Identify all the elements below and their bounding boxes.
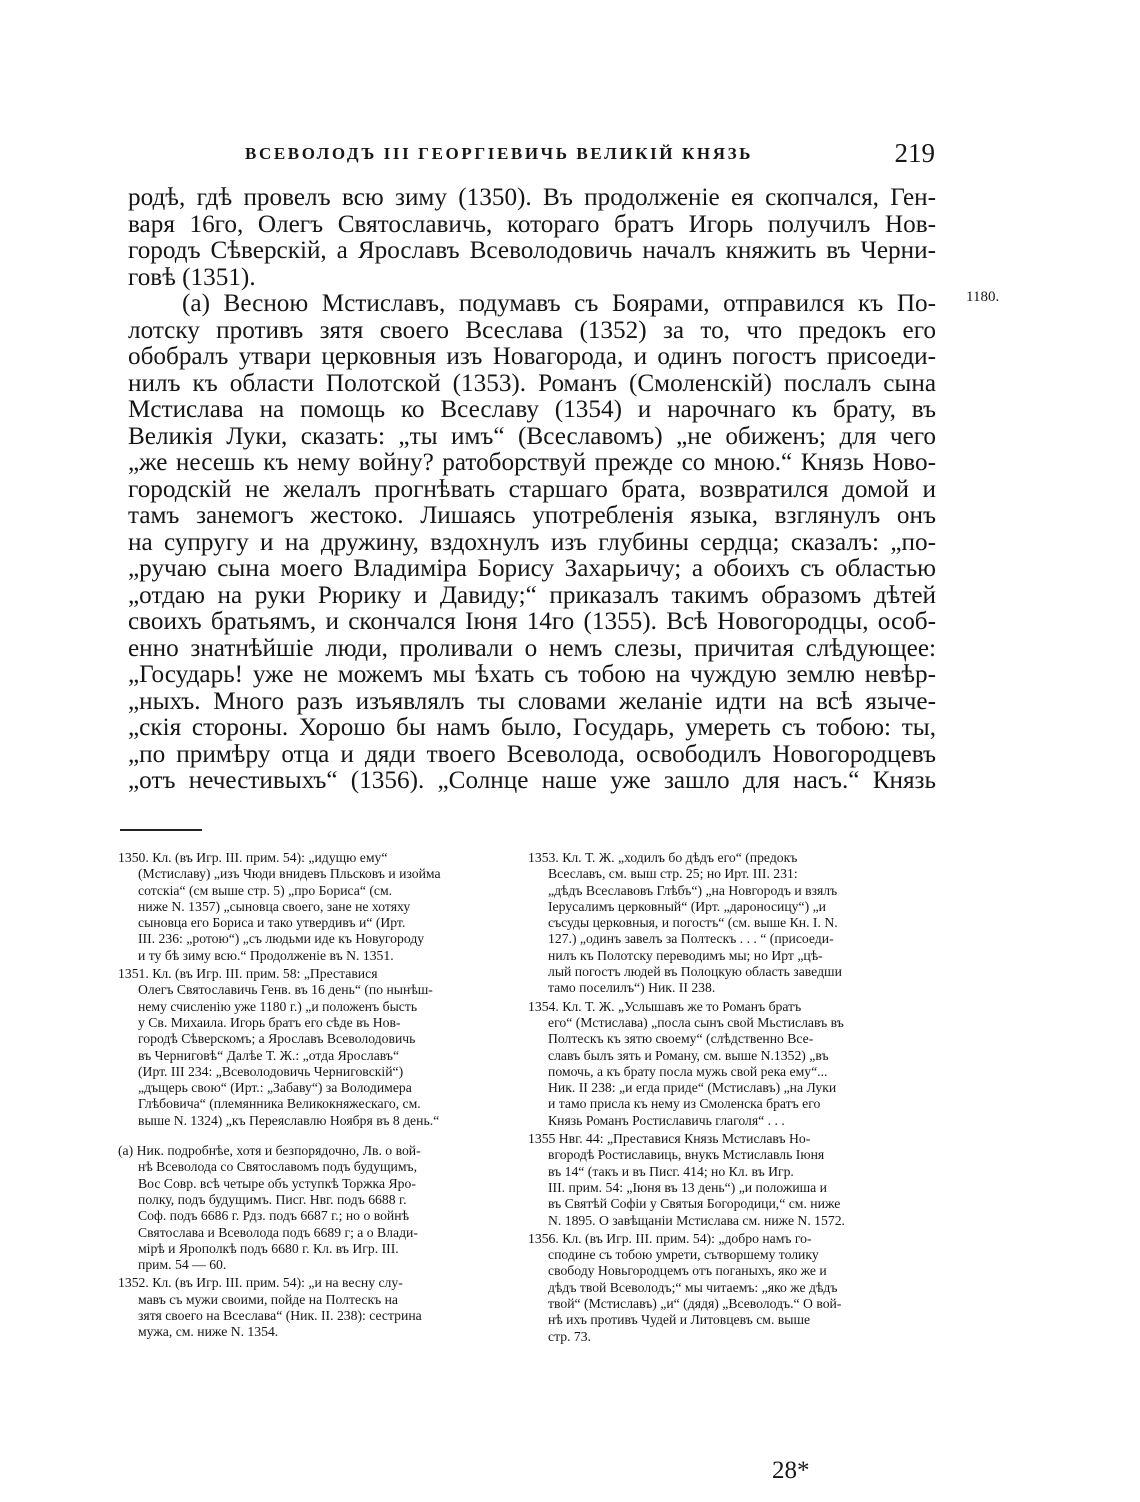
footnote-line: ниже N. 1357) „сыновца своего, зане не хотяху bbox=[138, 898, 411, 914]
footnote-line: Полтескъ къ зятю своему“ (слѣдственно Все- bbox=[548, 1031, 814, 1047]
footnote-line: „дъщерь свою“ (Ирт.: „Забаву“) за Володимера bbox=[138, 1080, 412, 1096]
footnote bbox=[528, 1231, 936, 1345]
footnote bbox=[118, 1143, 526, 1273]
footnote-line: III. прим. 54: „Іюня въ 13 день“) „и положиша и bbox=[548, 1179, 828, 1195]
body-line: енно знатнѣйшіе люди, проливали о немъ слезы, причитая слѣдующее: bbox=[128, 634, 936, 662]
footnote bbox=[528, 999, 936, 1129]
footnote-line: III. 236: „ротою“) „съ людьми иде къ Новугороду bbox=[138, 931, 425, 947]
main-text bbox=[128, 185, 936, 795]
footnote-line: прим. 54 — 60. bbox=[138, 1257, 227, 1273]
body-line: лотску противъ зятя своего Всеслава (1352) за то, что предокъ его bbox=[128, 316, 936, 344]
footnote-line: мірѣ и Ярополкѣ подъ 6680 г. Кл. въ Игр. III. bbox=[138, 1240, 399, 1256]
signature-mark: 28* bbox=[772, 1457, 810, 1484]
footnote-line: нилъ къ Полотску переводимъ мы; но Ирт „цѣ- bbox=[548, 947, 823, 963]
marginal-year: 1180. bbox=[966, 289, 1000, 305]
body-line: „ныхъ. Много разъ изъявлялъ ты словами желаніе идти на всѣ языче- bbox=[128, 687, 936, 715]
body-line: городскій не желалъ прогнѣвать старшаго брата, возвратился домой и bbox=[128, 475, 936, 503]
body-line: „отъ нечестивыхъ“ (1356). „Солнце наше уже зашло для насъ.“ Князь bbox=[128, 767, 936, 794]
body-line: (а) Весною Мстиславъ, подумавъ съ Боярами, отправился къ По- bbox=[182, 290, 936, 317]
footnote-line: и тамо присла къ нему из Смоленска братъ его bbox=[548, 1096, 821, 1112]
footnote bbox=[528, 1131, 936, 1229]
footnote-line: Глѣбовича“ (племянника Великокняжескаго, см. bbox=[138, 1096, 421, 1112]
footnote-line: лый погостъ людей въ Полоцкую область заведши bbox=[548, 964, 842, 980]
footnote-line: Олегъ Святославичь Генв. въ 16 день“ (по нынѣш- bbox=[138, 982, 433, 998]
footnote-line: (а) Ник. подробнѣе, хотя и безпорядочно, Лв. о вой- bbox=[118, 1143, 421, 1159]
footnote-line: твой“ (Мстиславъ) „и“ (дядя) „Всеволодъ.“ О вой- bbox=[548, 1296, 842, 1312]
body-line: Мстислава на помощь ко Всеславу (1354) и нарочнаго къ брату, въ bbox=[128, 396, 936, 423]
footnote-line: 1351. Кл. (въ Игр. III. прим. 58: „Преставися bbox=[118, 966, 378, 982]
body-line: „Государь! уже не можемъ мы ѣхать съ тобою на чуждую землю невѣр- bbox=[128, 661, 936, 688]
footnote-line: вгородѣ Ростиславиць, внукъ Мстиславль Іюня bbox=[548, 1147, 825, 1163]
body-line: Великія Луки, сказать: „ты имъ“ (Всеславомъ) „не обиженъ; для чего bbox=[128, 422, 936, 450]
footnote-line: въ Черниговѣ“ Далѣе Т. Ж.: „отда Ярославъ“ bbox=[138, 1047, 400, 1063]
footnote-line: въ Святѣй Софіи у Святыя Богородици,“ см. ниже bbox=[548, 1196, 841, 1212]
running-header bbox=[245, 138, 935, 178]
body-line: нилъ къ области Полотской (1353). Романъ (Смоленскій) послалъ сына bbox=[128, 369, 936, 397]
footnote-line: 1350. Кл. (въ Игр. III. прим. 54): „идущю ему“ bbox=[118, 850, 388, 865]
body-line: варя 16го, Олегъ Святославичь, котораго братъ Игорь получилъ Нов- bbox=[128, 210, 936, 238]
footnote-line: нѣ ихъ противъ Чудей и Литовцевъ см. выше bbox=[548, 1312, 811, 1328]
body-line: тамъ занемогъ жестоко. Лишаясь употребленія языка, взглянулъ онъ bbox=[128, 502, 936, 529]
footnote-line: мавъ съ мужи своими, пойде на Полтескъ на bbox=[138, 1291, 398, 1307]
footnotes-right-column bbox=[528, 850, 936, 1347]
footnote-line: городѣ Сѣверскомъ; а Ярославъ Всеволодовичь bbox=[138, 1031, 416, 1047]
footnote-line: его“ (Мстислава) „посла сынъ свой Мьстиславъ въ bbox=[548, 1014, 844, 1030]
footnote-line: сотскіа“ (см выше стр. 5) „про Бориса“ (см. bbox=[138, 882, 393, 898]
footnote bbox=[118, 1275, 526, 1340]
footnote bbox=[118, 966, 526, 1129]
footnote-line: 1354. Кл. Т. Ж. „Услышавъ же то Романъ братъ bbox=[528, 998, 802, 1014]
footnote-line: „дѣдъ Всеславовъ Глѣбъ“) „на Новгородъ и взялъ bbox=[548, 882, 838, 898]
body-line: „скія стороны. Хорошо бы намъ было, Государь, умереть съ тобою: ты, bbox=[128, 714, 936, 741]
footnote-line: сподине съ тобою умрети, сътворшему толику bbox=[548, 1247, 819, 1263]
footnote-line: Ник. II 238: „и егда приде“ (Мстиславъ) „на Луки bbox=[548, 1080, 837, 1096]
footnote-line: сыновца его Бориса и тако утвердивъ и“ (Ирт. bbox=[138, 915, 406, 931]
footnotes-left-column bbox=[118, 850, 526, 1343]
footnote-line: Святослава и Всеволода подъ 6689 г; а о Влади- bbox=[138, 1224, 418, 1240]
body-line: говѣ (1351). bbox=[128, 263, 256, 291]
footnote-line: нѣ Всеволода со Святославомъ подъ будущимъ, bbox=[138, 1159, 418, 1175]
footnote-line: Іерусалимъ церковный“ (Ирт. „дароносицу“) „и bbox=[548, 898, 826, 914]
footnote-line: помочь, а къ брату посла мужь свой река ему“... bbox=[548, 1063, 828, 1079]
body-line: „же несешь къ нему войну? ратоборствуй прежде со мною.“ Князь Ново- bbox=[128, 449, 936, 476]
footnote-line: выше N. 1324) „къ Переяславлю Ноября въ 8 день.“ bbox=[138, 1112, 440, 1128]
footnote-line: Вос Совр. всѣ четыре объ уступкѣ Торжка Яро- bbox=[138, 1175, 416, 1191]
footnote-line: славъ былъ зять и Роману, см. выше N.1352) „въ bbox=[548, 1047, 829, 1063]
footnote-line: 1352. Кл. (въ Игр. III. прим. 54): „и на весну слу- bbox=[118, 1275, 403, 1291]
footnote-line: (Ирт. III 234: „Всеволодовичь Черниговскій“) bbox=[138, 1063, 404, 1079]
body-line: на супругу и на дружину, вздохнулъ изъ глубины сердца; сказалъ: „по- bbox=[128, 528, 936, 556]
body-line: обобралъ утвари церковныя изъ Новагорода, и одинъ погостъ присоеди- bbox=[128, 343, 936, 370]
footnote-line: и ту бѣ зиму всю.“ Продолженіе въ N. 1351. bbox=[138, 947, 394, 963]
footnote bbox=[528, 850, 936, 997]
footnote-line: съсуды церковныя, и погостъ“ (см. выше Кн. I. N. bbox=[548, 915, 838, 931]
footnote-line: Всеславъ, см. выш стр. 25; но Ирт. III. 231: bbox=[548, 866, 798, 882]
footnote-line: полку, подъ будущимъ. Пиcг. Нвг. подъ 6688 г. bbox=[138, 1191, 407, 1207]
footnote-line: 1355 Нвг. 44: „Преставися Князь Мстиславъ Но- bbox=[528, 1131, 811, 1147]
footnote-line: 127.) „одинъ завелъ за Полтескъ . . . “ (присоеди- bbox=[548, 931, 834, 947]
footnote bbox=[118, 850, 526, 964]
body-line: своихъ братьямъ, и скончался Іюня 14го (1355). Всѣ Новогородцы, особ- bbox=[128, 608, 936, 635]
body-line: „отдаю на руки Рюрику и Давиду;“ приказалъ такимъ образомъ дѣтей bbox=[128, 581, 936, 609]
body-line: „по примѣру отца и дяди твоего Всеволода, освободилъ Новогородцевъ bbox=[128, 740, 936, 768]
page-number: 219 bbox=[894, 138, 935, 168]
running-title: ВСЕВОЛОДЪ III ГЕОРГІЕВИЧЬ ВЕЛИКІЙ КНЯЗЬ bbox=[245, 144, 754, 163]
body-line: „ручаю сына моего Владиміра Борису Захарьичу; а обоихъ съ областью bbox=[128, 555, 936, 582]
footnote-line: N. 1895. О завѣщаніи Мстислава см. ниже N. 1572. bbox=[548, 1212, 845, 1228]
footnote-line: въ 14“ (такъ и въ Пиcг. 414; но Кл. въ Игр. bbox=[548, 1163, 794, 1179]
footnote-line: нему счисленію уже 1180 г.) „и положенъ бысть bbox=[138, 998, 418, 1014]
footnote-line: 1356. Кл. (въ Игр. III. прим. 54): „добро намъ го- bbox=[528, 1230, 812, 1246]
footnote-line: свободу Новьгородцемъ отъ поганыхъ, яко же и bbox=[548, 1263, 827, 1279]
footnote-line: (Мстиславу) „изъ Чюди внидевъ Пльсковъ и изойма bbox=[138, 866, 441, 882]
footnote-line: дѣдъ твой Всеволодъ;“ мы читаемъ: „яко же дѣдъ bbox=[548, 1279, 838, 1295]
footnote-line: стр. 73. bbox=[548, 1328, 592, 1344]
footnote-line: тамо поселилъ“) Ник. II 238. bbox=[548, 980, 716, 996]
footnote-rule bbox=[120, 829, 202, 831]
body-line: городъ Сѣверскій, а Ярославъ Всеволодовичь началъ княжить въ Черни- bbox=[128, 237, 936, 264]
footnote-line: Князь Романъ Ростиславичь глаголя“ . . . bbox=[548, 1112, 785, 1128]
footnote-line: 1353. Кл. Т. Ж. „ходилъ бо дѣдъ его“ (предокъ bbox=[528, 850, 798, 865]
body-line: родѣ, гдѣ провелъ всю зиму (1350). Въ продолженіе ея скопчался, Ген- bbox=[128, 184, 936, 211]
footnote-line: зятя своего на Всеслава“ (Ник. II. 238): сестрина bbox=[138, 1308, 422, 1324]
footnote-line: у Св. Михаила. Игорь братъ его сѣде въ Нов- bbox=[138, 1014, 401, 1030]
footnote-line: мужа, см. ниже N. 1354. bbox=[138, 1324, 279, 1340]
footnote-line: Соф. подъ 6686 г. Рдз. подъ 6687 г.; но о войнѣ bbox=[138, 1208, 410, 1224]
